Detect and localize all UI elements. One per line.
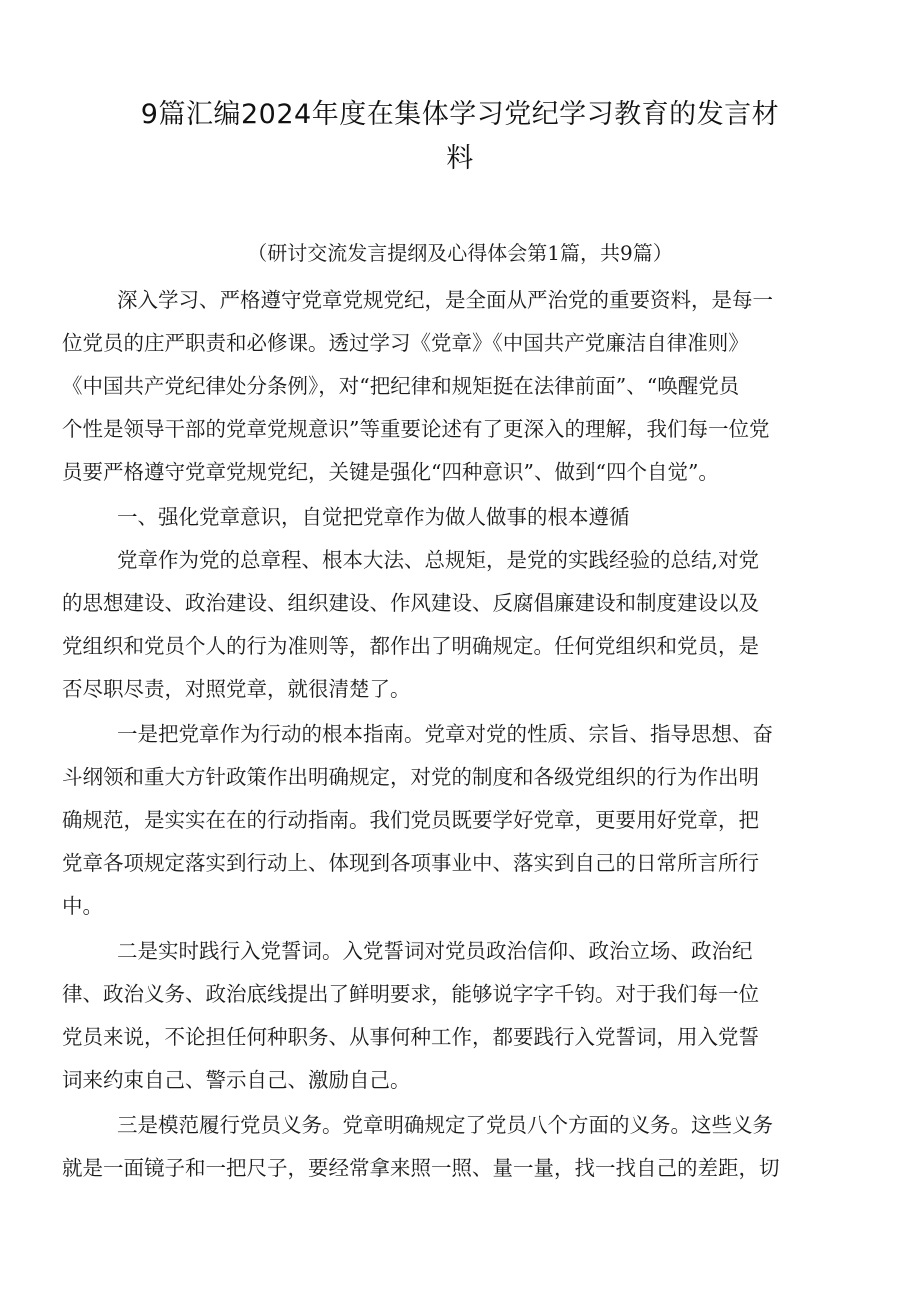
- paragraph-line: 位党员的庄严职责和必修课。透过学习《党章》《中国共产党廉洁自律准则》: [62, 331, 749, 355]
- paragraph-line: 党员来说，不论担任何种职务、从事何种工作，都要践行入党誓词，用入党誓: [62, 1025, 759, 1049]
- document-title-line-1: 9篇汇编2024年度在集体学习党纪学习教育的发言材: [140, 99, 780, 130]
- paragraph-line: 《中国共产党纪律处分条例》，对“把纪律和规矩挺在法律前面”、“唤醒党员: [62, 374, 740, 398]
- paragraph-line: 律、政治义务、政治底线提出了鲜明要求，能够说字字千钧。对于我们每一位: [62, 982, 759, 1006]
- paragraph-line: 二是实时践行入党誓词。入党誓词对党员政治信仰、政治立场、政治纪: [117, 939, 753, 963]
- paragraph-line: 词来约束自己、警示自己、激励自己。: [62, 1068, 411, 1092]
- section-heading: 一、强化党章意识，自觉把党章作为做人做事的根本遵循: [117, 505, 630, 529]
- paragraph-line: 否尽职尽责，对照党章，就很清楚了。: [62, 677, 411, 701]
- paragraph-line: 党章作为党的总章程、根本大法、总规矩，是党的实践经验的总结,对党: [117, 548, 760, 572]
- paragraph-line: 斗纲领和重大方针政策作出明确规定，对党的制度和各级党组织的行为作出明: [62, 765, 759, 789]
- document-subtitle: （研讨交流发言提纲及心得体会第1篇，共9篇）: [247, 241, 673, 265]
- paragraph-line: 党章各项规定落实到行动上、体现到各项事业中、落实到自己的日常所言所行: [62, 851, 759, 875]
- paragraph-line: 三是模范履行党员义务。党章明确规定了党员八个方面的义务。这些义务: [117, 1113, 773, 1137]
- paragraph-line: 确规范，是实实在在的行动指南。我们党员既要学好党章，更要用好党章，把: [62, 808, 759, 832]
- paragraph-line: 个性是领导干部的党章党规意识”等重要论述有了更深入的理解，我们每一位党: [62, 417, 770, 441]
- paragraph-line: 的思想建设、政治建设、组织建设、作风建设、反腐倡廉建设和制度建设以及: [62, 591, 759, 615]
- paragraph-line: 就是一面镜子和一把尺子，要经常拿来照一照、量一量，找一找自己的差距，切: [62, 1156, 780, 1180]
- paragraph-line: 党组织和党员个人的行为准则等，都作出了明确规定。任何党组织和党员，是: [62, 634, 759, 658]
- paragraph-line: 中。: [62, 894, 103, 918]
- paragraph-line: 一是把党章作为行动的根本指南。党章对党的性质、宗旨、指导思想、奋: [117, 722, 773, 746]
- paragraph-line: 深入学习、严格遵守党章党规党纪，是全面从严治党的重要资料，是每一: [117, 288, 773, 312]
- paragraph-line: 员要严格遵守党章党规党纪，关键是强化“四种意识”、做到“四个自觉”。: [62, 460, 719, 484]
- document-title-line-2: 料: [446, 143, 474, 174]
